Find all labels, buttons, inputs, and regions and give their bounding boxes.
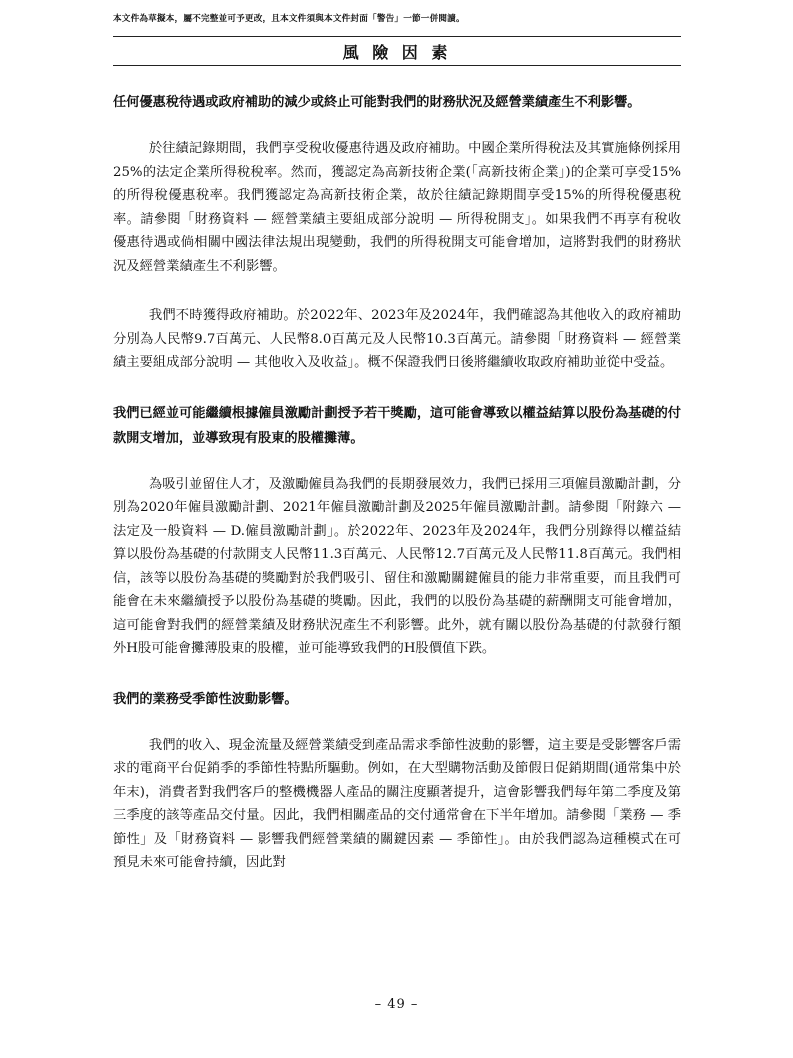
paragraph-tax-incentives: 於往績記錄期間，我們享受稅收優惠待遇及政府補助。中國企業所得稅法及其實施條例採用25%的法定企業所得稅稅率。然而，獲認定為高新技術企業(「高新技術企業」)的企業可享受15%的所得稅優惠稅率。我們獲認定為高新技術企業，故於往績記錄期間享受15%的所得稅優惠稅率。請參閱「財務資料 — 經營業績主要組成部分說明 — 所得稅開支」。如果我們不再享有稅收優惠待遇或倘相關中國法律法規出現變動，我們的所得稅開支可能會增加，這將對我們的財務狀況及經營業績產生不利影響。 xyxy=(113,141,681,274)
header-rule-top xyxy=(113,36,681,37)
paragraph-incentive-plans: 為吸引並留住人才，及激勵僱員為我們的長期發展效力，我們已採用三項僱員激勵計劃，分別為2020年僱員激勵計劃、2021年僱員激勵計劃及2025年僱員激勵計劃。請參閱「附錄六 — 法定及一般資料 — D.僱員激勵計劃」。於2022年、2023年及2024年，我們分別錄得以權益結算以股份為基礎的付款開支人民幣11.3百萬元、人民幣12.7百萬元及人民幣11.8百萬元。我們相信，該等以股份為基礎的獎勵對於我們吸引、留住和激勵關鍵僱員的能力非常重要，而且我們可能會在未來繼續授予以股份為基礎的獎勵。因此，我們的以股份為基礎的薪酬開支可能會增加，這可能會對我們的經營業績及財務狀況產生不利影響。此外，就有關以股份為基礎的付款發行額外H股可能會攤薄股東的股權，並可能導致我們的H股價值下跌。 xyxy=(113,476,681,656)
risk-heading-incentive-plans: 我們已經並可能繼續根據僱員激勵計劃授予若干獎勵，這可能會導致以權益結算以股份為基礎的付款開支增加，並導致現有股東的股權攤薄。 xyxy=(113,405,681,446)
header-rule-bottom xyxy=(113,65,681,66)
page-number: – 49 – xyxy=(374,997,419,1012)
draft-disclaimer: 本文件為草擬本，屬不完整並可予更改，且本文件須與本文件封面「警告」一節一併閱讀。 xyxy=(113,14,465,24)
risk-heading-seasonality: 我們的業務受季節性波動影響。 xyxy=(113,691,298,707)
paragraph-seasonality: 我們的收入、現金流量及經營業績受到產品需求季節性波動的影響，這主要是受影響客戶需求的電商平台促銷季的季節性特點所驅動。例如，在大型購物活動及節假日促銷期間(通常集中於年末)，消費者對我們客戶的整機機器人產品的關注度顯著提升，這會影響我們每年第二季度及第三季度的該等產品交付量。因此，我們相關產品的交付通常會在下半年增加。請參閱「業務 — 季節性」及「財務資料 — 影響我們經營業績的關鍵因素 — 季節性」。由於我們認為這種模式在可預見未來可能會持續，因此對 xyxy=(113,737,681,870)
section-title: 風 險 因 素 xyxy=(342,43,452,62)
risk-heading-tax: 任何優惠稅待遇或政府補助的減少或終止可能對我們的財務狀況及經營業績產生不利影響。 xyxy=(113,95,641,110)
paragraph-government-grants: 我們不時獲得政府補助。於2022年、2023年及2024年，我們確認為其他收入的政府補助分別為人民幣9.7百萬元、人民幣8.0百萬元及人民幣10.3百萬元。請參閱「財務資料 — 經營業績主要組成部分說明 — 其他收入及收益」。概不保證我們日後將繼續收取政府補助並從中受益。 xyxy=(113,308,681,370)
page-body xyxy=(113,90,681,875)
